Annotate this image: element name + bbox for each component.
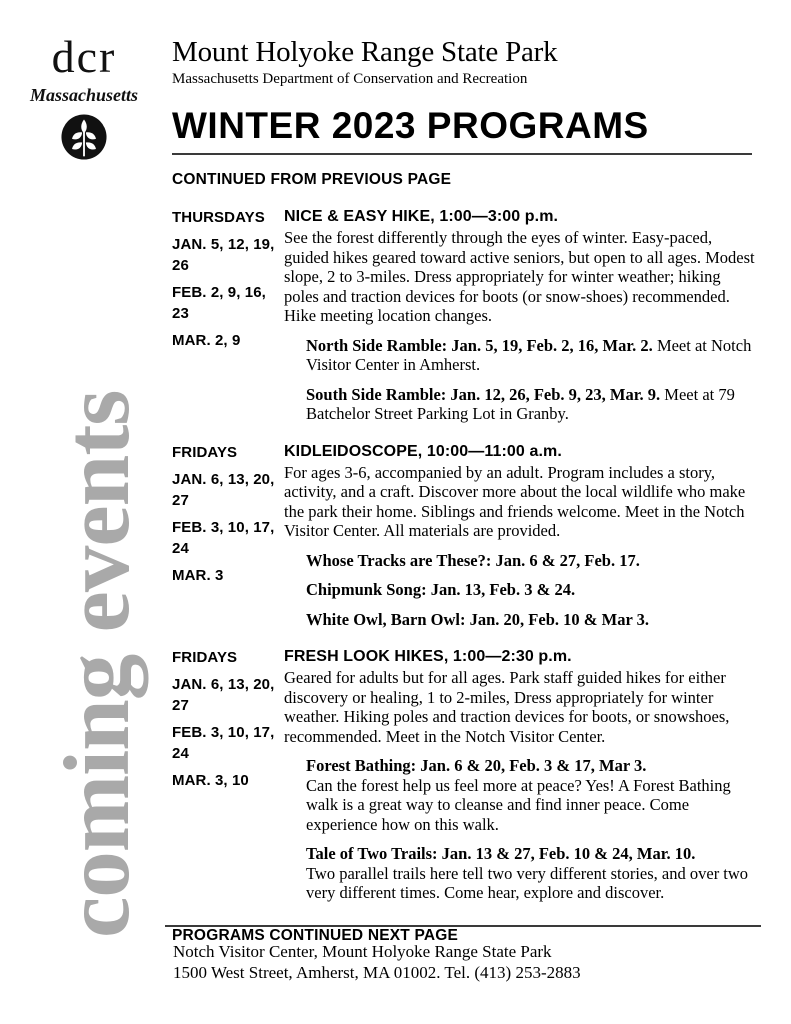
program-subitem-title: North Side Ramble: Jan. 5, 19, Feb. 2, 16, Mar. 2. (306, 335, 653, 355)
left-rail (0, 0, 168, 1024)
program-date-span: JAN. 5, 12, 19, 26 (172, 236, 275, 274)
program-heading: NICE & EASY HIKE, 1:00—3:00 p.m. (284, 208, 559, 225)
leaf-sprig-in-circle-icon (61, 114, 107, 160)
program-description: Geared for adults but for all ages. Park staff guided hikes for either discovery or healing, 1 to 2-miles, Dress appropriately for winter weather. Hiking poles and traction devices for boots, or snowshoes, recommended. Meet in the Notch Visitor Center. (284, 668, 730, 746)
continued-next-page: PROGRAMS CONTINUED NEXT PAGE (172, 926, 459, 944)
masthead-divider (172, 153, 752, 155)
season-title: WINTER 2023 PROGRAMS (172, 105, 649, 146)
program-description: For ages 3-6, accompanied by an adult. Program includes a story, activity, and a craft. Discover more about the local wildlife who make the park their home. Siblings and friends welcome. Meet in the Notch Visitor Center. All materials are provided. (284, 462, 746, 540)
program-subitem-list (284, 551, 756, 630)
coming-events-watermark: coming events (46, 390, 149, 938)
program-subitem-list (284, 336, 756, 424)
program-subitem (306, 551, 756, 571)
continued-from-previous-page: CONTINUED FROM PREVIOUS PAGE (172, 171, 452, 188)
program-dates-column (172, 442, 284, 630)
program-date-span: JAN. 6, 13, 20, 27 (172, 676, 275, 714)
program-body (284, 442, 756, 630)
program-dates-column (172, 647, 284, 903)
park-title: Mount Holyoke Range State Park (172, 36, 558, 68)
program-body (284, 647, 756, 903)
program-heading: FRESH LOOK HIKES, 1:00—2:30 p.m. (284, 648, 572, 665)
program-date-span: MAR. 2, 9 (172, 332, 241, 349)
program-subitem-title: Tale of Two Trails: Jan. 13 & 27, Feb. 10 & 24, Mar. 10. (306, 844, 696, 863)
program-block (172, 442, 756, 630)
agency-title: Massachusetts Department of Conservation and Recreation (172, 71, 528, 87)
program-date-span: FEB. 2, 9, 16, 23 (172, 284, 266, 322)
program-dates-column (172, 207, 284, 424)
program-dayname: FRIDAYS (172, 649, 238, 666)
program-subitem (306, 844, 756, 903)
program-subitem-title: South Side Ramble: Jan. 12, 26, Feb. 9, 23, Mar. 9. (306, 384, 661, 404)
main-content (172, 0, 756, 945)
program-dayname: FRIDAYS (172, 443, 238, 461)
program-subitem-text: Meet at Notch Visitor Center in Amherst. (306, 335, 752, 374)
program-date-span: JAN. 6, 13, 20, 27 (172, 470, 275, 509)
program-body (284, 207, 756, 424)
program-subitem (306, 580, 756, 600)
program-date-span: MAR. 3, 10 (172, 772, 249, 789)
program-date-span: FEB. 3, 10, 17, 24 (172, 518, 275, 557)
dcr-logo (0, 31, 168, 160)
program-subitem-title: Whose Tracks are These?: Jan. 6 & 27, Feb. 17. (306, 550, 640, 570)
program-description: See the forest differently through the eyes of winter. Easy-paced, guided hikes geared toward active seniors, but open to all ages. Modest slope, 2 to 3-miles. Dress appropriately for winter weather; hiking poles and traction devices for boots (or snow-shoes) recommended. Hike meeting location changes. (284, 228, 755, 325)
program-subitem-title: Forest Bathing: Jan. 6 & 20, Feb. 3 & 17, Mar 3. (306, 756, 647, 775)
program-subitem-list (284, 756, 756, 903)
program-date-span: MAR. 3 (172, 566, 224, 584)
program-subitem-title: Chipmunk Song: Jan. 13, Feb. 3 & 24. (306, 580, 576, 599)
program-subitem-title: White Owl, Barn Owl: Jan. 20, Feb. 10 & Mar 3. (306, 609, 649, 629)
program-dayname: THURSDAYS (172, 209, 265, 226)
program-subitem-text: Meet at 79 Batchelor Street Parking Lot in Granby. (306, 384, 735, 423)
program-subitem (306, 385, 756, 424)
program-heading: KIDLEIDOSCOPE, 10:00—11:00 a.m. (284, 442, 562, 460)
program-subitem (306, 756, 756, 834)
dcr-wordmark: dcr (51, 31, 117, 82)
footer-venue-line: Notch Visitor Center, Mount Holyoke Range State Park (173, 942, 552, 961)
footer-address-line: 1500 West Street, Amherst, MA 01002. Tel. (413) 253-2883 (173, 963, 581, 982)
footer-divider (165, 925, 761, 927)
program-subitem-text: Can the forest help us feel more at peace? Yes! A Forest Bathing walk is a great way to cleanse and find inner peace. Come experience how on this walk. (306, 775, 731, 834)
program-subitem (306, 610, 756, 630)
masthead (172, 0, 756, 155)
dcr-state-label: Massachusetts (29, 85, 139, 105)
program-subitem (306, 336, 756, 375)
programs-list (172, 207, 756, 903)
program-block (172, 207, 756, 424)
footer (165, 925, 765, 983)
program-subitem-text: Two parallel trails here tell two very different stories, and over two very different times. Come hear, explore and discover. (306, 863, 749, 902)
program-block (172, 647, 756, 903)
program-date-span: FEB. 3, 10, 17, 24 (172, 724, 275, 762)
